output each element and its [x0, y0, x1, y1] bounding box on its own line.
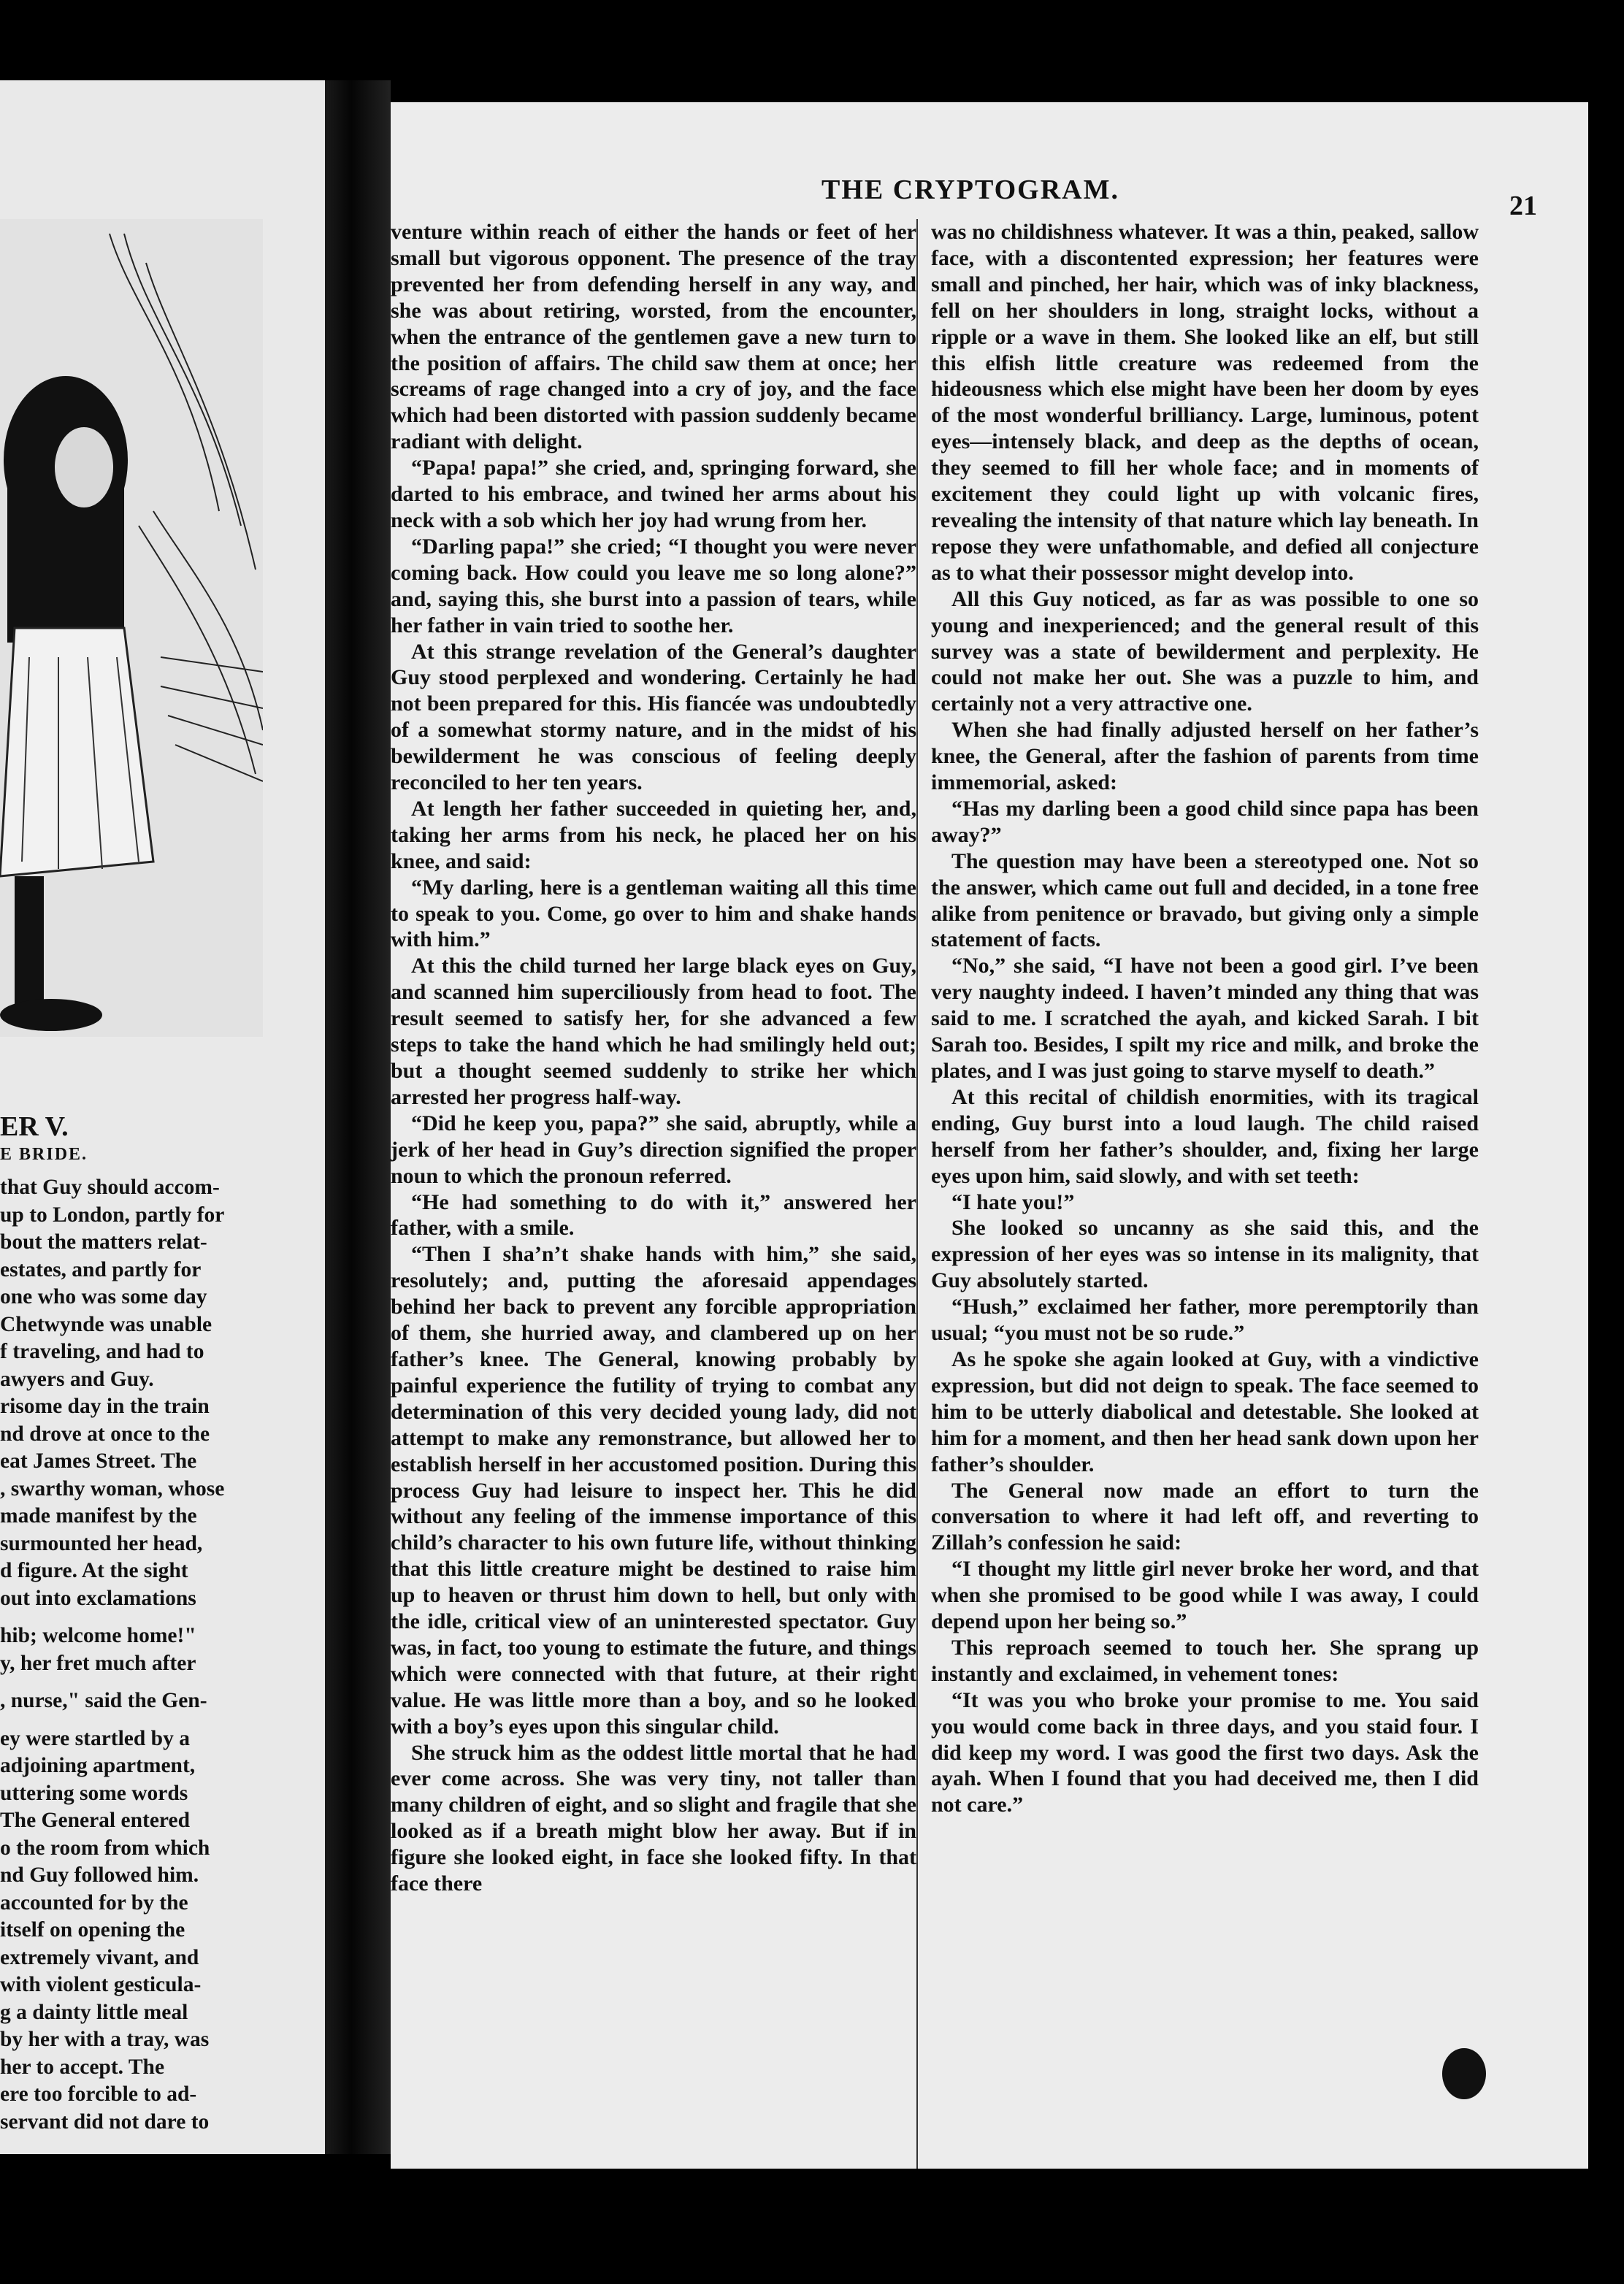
paragraph: At this recital of childish enormities, with its tragical ending, Guy burst into a loud laugh. The child raised herself from her father’s shoulder, and, fixing her large eyes upon him, said slowly, and with set teeth: [931, 1084, 1479, 1188]
left-page-line: out into exclamations [0, 1586, 196, 1610]
paragraph: This reproach seemed to touch her. She sprang up instantly and exclaimed, in vehement tones: [931, 1635, 1479, 1686]
left-page-line: servant did not dare to [0, 2109, 210, 2134]
left-page-line: , nurse," said the Gen- [0, 1689, 207, 1712]
paragraph: When she had finally adjusted herself on her father’s knee, the General, after the fashion of parents from time immemorial, asked: [931, 718, 1479, 795]
paragraph: venture within reach of either the hands or feet of her small but vigorous opponent. The presence of the tray prevented her from defending herself in any way, and she was about retiring, worsted, from the encounter, when the entrance of the gentlemen gave a new turn to the position of affairs. The child saw them at once; her screams of rage changed into a cry of joy, and the face which had been distorted with passion suddenly became radiant with delight. [391, 220, 916, 454]
paragraph: At this strange revelation of the General’s daughter Guy stood perplexed and wondering. Certainly he had not been prepared for this. His fiancée was undoubtedly of a somewhat stormy nature, and in the midst of his bewilderment he was conscious of feeling deeply reconciled to her ten years. [391, 639, 916, 795]
left-page-line: risome day in the train [0, 1395, 210, 1418]
text-column-left [391, 219, 916, 1897]
paragraph: The General now made an effort to turn the conversation to where it had left off, and reverting to Zillah’s confession he said: [931, 1478, 1479, 1555]
page-number: 21 [1509, 191, 1537, 221]
paragraph: She looked so uncanny as she said this, and the expression of her eyes was so intense in its malignity, that Guy absolutely started. [931, 1216, 1479, 1293]
left-page-line: accounted for by the [0, 1890, 188, 1915]
paragraph: “He had something to do with it,” answered her father, with a smile. [391, 1189, 916, 1241]
left-page-line [0, 1612, 321, 1622]
left-page-line: Chetwynde was unable [0, 1312, 212, 1336]
paragraph: “Has my darling been a good child since papa has been away?” [931, 796, 1479, 847]
left-page [0, 80, 325, 2154]
left-page-line: bout the matters relat- [0, 1230, 207, 1254]
running-head: THE CRYPTOGRAM. [821, 175, 1119, 205]
left-page-line [0, 1677, 321, 1687]
left-page-line: hib; welcome home!" [0, 1624, 196, 1647]
left-page-text [0, 1111, 321, 2136]
left-page-line: eat James Street. The [0, 1449, 197, 1473]
paragraph: At this the child turned her large black eyes on Guy, and scanned him superciliously from head to foot. The result seemed to satisfy her, for she advanced a few steps to take the hand which he had smilingly held out; but a thought seemed suddenly to strike her which arrested her progress half-way. [391, 954, 916, 1109]
left-page-line: with violent gesticula- [0, 1973, 202, 1996]
paragraph: “Then I sha’n’t shake hands with him,” she said, resolutely; and, putting the aforesaid appendages behind her back to prevent any forcible appropriation of them, she hurried away, and clambered up on her father’s knee. The General, knowing probably by painful experience the futility of trying to combat any determination of this very decided young lady, did not attempt to make any remonstrance, but allowed her to establish herself in her accustomed position. During this process Guy had leisure to inspect her. This he did without any feeling of the immense importance of this child’s character to his own future life, without thinking that this little creature might be destined to raise him up to heaven or thrust him down to hell, but only with the idle, critical view of an uninterested spectator. Guy was, in fact, too young to estimate the future, and things which were connected with that future, at their right value. He was little more than a boy, and so he looked with a boy’s eyes upon this singular child. [391, 1242, 916, 1739]
right-page [391, 102, 1588, 2169]
paragraph: At length her father succeeded in quieting her, and, taking her arms from his neck, he placed her on his knee, and said: [391, 796, 916, 873]
left-page-line: The General entered [0, 1809, 190, 1832]
left-page-line: awyers and Guy. [0, 1367, 154, 1391]
column-rule [916, 219, 918, 2169]
paragraph: “My darling, here is a gentleman waiting all this time to speak to you. Come, go over to him and shake hands with him.” [391, 875, 916, 952]
left-page-line: her to accept. The [0, 2055, 165, 2079]
left-page-line: ey were startled by a [0, 1726, 190, 1750]
left-page-line: itself on opening the [0, 1918, 185, 1942]
chapter-subheading: E BRIDE. [0, 1144, 88, 1164]
chapter-heading: ER V. [0, 1111, 69, 1142]
left-page-line: d figure. At the sight [0, 1559, 188, 1582]
paragraph: “Did he keep you, papa?” she said, abruptly, while a jerk of her head in Guy’s direction signified the proper noun to which the pronoun referred. [391, 1111, 916, 1188]
left-page-line: g a dainty little meal [0, 2000, 188, 2024]
left-page-line: extremely vivant, and [0, 1945, 199, 1969]
left-page-line: made manifest by the [0, 1504, 197, 1528]
paragraph: The question may have been a stereotyped one. Not so the answer, which came out full and decided, in a tone free alike from penitence or bravado, but giving only a simple statement of facts. [931, 848, 1479, 952]
left-page-line: nd drove at once to the [0, 1422, 210, 1446]
left-page-line: by her with a tray, was [0, 2028, 210, 2051]
left-page-line: surmounted her head, [0, 1531, 203, 1555]
left-page-line: , swarthy woman, whose [0, 1476, 225, 1501]
left-page-line: one who was some day [0, 1285, 207, 1308]
paragraph: She struck him as the oddest little mortal that he had ever come across. She was very tiny, not taller than many children of eight, and so slight and fragile that she looked as if a breath might blow her away. But if in figure she looked eight, in face she looked fifty. In that face there [391, 1740, 916, 1896]
paragraph: “I hate you!” [951, 1189, 1075, 1214]
left-page-line: uttering some words [0, 1781, 188, 1805]
paragraph: “It was you who broke your promise to me. You said you would come back in three days, and you staid four. I did keep my word. I was good the first two days. Ask the ayah. When I found that you had deceived me, then I did not care.” [931, 1687, 1479, 1817]
book-gutter [325, 80, 391, 2154]
girl-illustration [0, 219, 263, 1037]
left-page-line [0, 1715, 321, 1725]
left-page-line: o the room from which [0, 1836, 210, 1860]
paragraph: As he spoke she again looked at Guy, with a vindictive expression, but did not deign to speak. The face seemed to him to be utterly diabolical and detestable. She looked at him for a moment, and then her head sank down upon her father’s shoulder. [931, 1346, 1479, 1476]
paragraph: was no childishness whatever. It was a thin, peaked, sallow face, with a discontented expression; her features were small and pinched, her hair, which was of inky blackness, fell on her shoulders in long, straight locks, without a ripple or a wave in them. She looked like an elf, but still this elfish little creature was redeemed from the hideousness which else might have been her doom by eyes of the most wonderful brilliancy. Large, luminous, potent eyes—intensely black, and deep as the depths of ocean, they seemed to fill her whole face; and in moments of excitement they could light up with volcanic fires, revealing the intensity of that nature which lay beneath. In repose they were unfathomable, and defied all conjecture as to what their possessor might develop into. [931, 220, 1479, 585]
paragraph: “Hush,” exclaimed her father, more peremptorily than usual; “you must not be so rude.” [931, 1295, 1479, 1346]
ink-blot [1442, 2048, 1486, 2099]
left-page-line: ere too forcible to ad- [0, 2082, 197, 2106]
paragraph: “Darling papa!” she cried; “I thought you were never coming back. How could you leave me so long alone?” and, saying this, she burst into a passion of tears, while her father in vain tried to soothe her. [391, 534, 916, 637]
left-page-line: f traveling, and had to [0, 1340, 204, 1363]
paragraph: All this Guy noticed, as far as was possible to one so young and inexperienced; and the general result of this survey was a state of bewilderment and perplexity. He could not make her out. She was a puzzle to him, and certainly not a very attractive one. [931, 586, 1479, 716]
left-page-line: y, her fret much after [0, 1651, 196, 1675]
paragraph: “I thought my little girl never broke her word, and that when she promised to be good while I was away, I could depend upon her being so.” [931, 1557, 1479, 1634]
left-page-line: up to London, partly for [0, 1203, 225, 1227]
left-page-line: estates, and partly for [0, 1257, 202, 1281]
left-page-line: that Guy should accom- [0, 1176, 220, 1199]
paragraph: “No,” she said, “I have not been a good girl. I’ve been very naughty indeed. I haven’t minded any thing that was said to me. I scratched the ayah, and kicked Sarah. I bit Sarah too. Besides, I spilt my rice and milk, and broke the plates, and I was just going to starve myself to death.” [931, 954, 1479, 1083]
paragraph: “Papa! papa!” she cried, and, springing forward, she darted to his embrace, and twined her arms about his neck with a sob which her joy had wrung from her. [391, 456, 916, 532]
left-page-line: nd Guy followed him. [0, 1863, 199, 1887]
left-page-line: adjoining apartment, [0, 1754, 196, 1777]
text-column-right [931, 219, 1479, 1818]
